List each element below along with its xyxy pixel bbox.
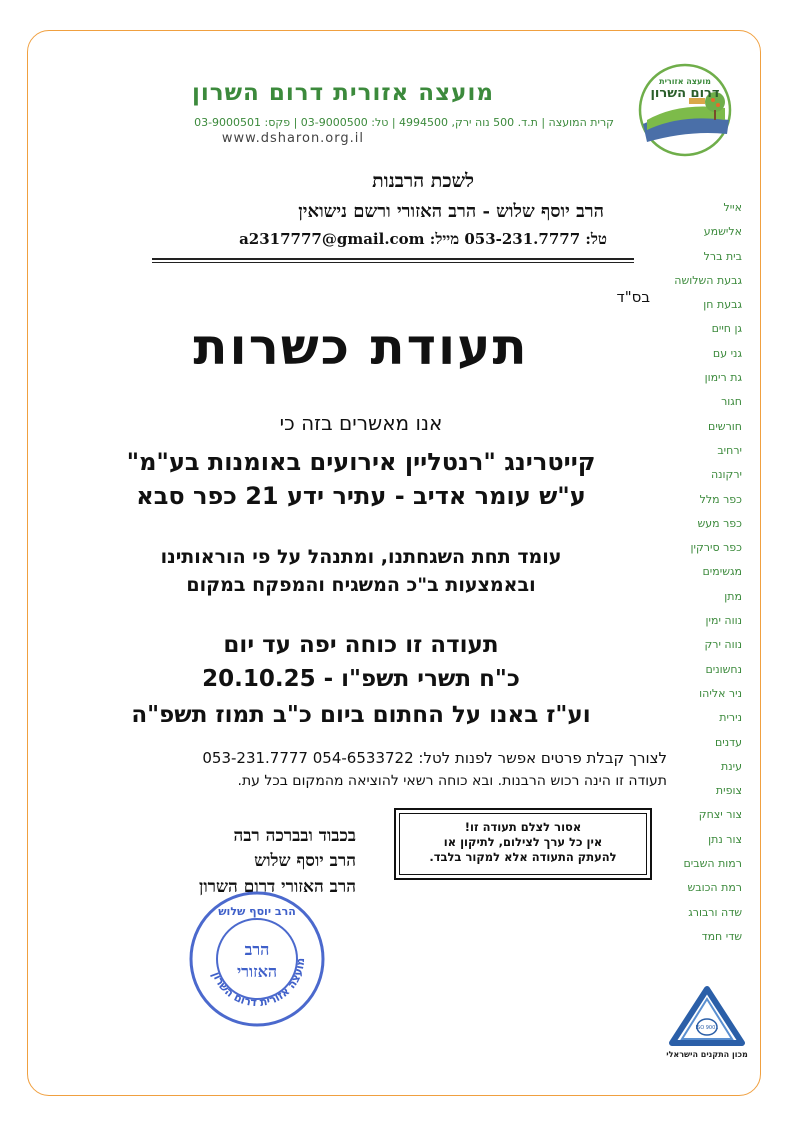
settlement-item: נירית bbox=[719, 711, 742, 725]
svg-text:מכון התקנים הישראלי: מכון התקנים הישראלי bbox=[666, 1050, 748, 1059]
certificate-title: תעודת כשרות bbox=[193, 318, 529, 376]
settlement-item: גני עם bbox=[712, 346, 742, 360]
settlement-item: בית ברל bbox=[703, 249, 742, 263]
settlements-list bbox=[646, 196, 742, 949]
svg-text:מועצה אזורית דרום השרון: מועצה אזורית דרום השרון bbox=[209, 957, 308, 1010]
council-contact-line: קרית המועצה | ת.ד. 500 נוה ירק, 4994500 | טל: 03-9000500 | פקס: 03-9000501 bbox=[194, 116, 614, 129]
settlement-item: רמות השבים bbox=[683, 857, 742, 871]
details-phone-line: לצורך קבלת פרטים אפשר לפנות לטל: 054-6533722 053-231.7777 bbox=[202, 749, 667, 767]
bsd-mark: בס"ד bbox=[616, 288, 650, 306]
no-copy-warning-box bbox=[394, 808, 652, 880]
signature-greeting: בכבוד ובברכה רבה bbox=[233, 826, 356, 846]
settlement-item: ירחיב bbox=[717, 443, 742, 457]
settlement-item: נחשונים bbox=[705, 662, 742, 676]
settlement-item: שדי חמד bbox=[701, 929, 742, 943]
settlement-item: כפר סירקין bbox=[690, 541, 742, 555]
settlement-item: גת רימון bbox=[704, 371, 742, 385]
header-rule bbox=[152, 258, 634, 260]
rabbi-stamp-seal bbox=[188, 889, 326, 1029]
svg-text:האזורי: האזורי bbox=[236, 962, 278, 981]
settlement-item: כפר מעש bbox=[697, 516, 742, 530]
svg-text:ISO 9001: ISO 9001 bbox=[695, 1025, 719, 1031]
settlement-item: גבעת חן bbox=[703, 298, 742, 312]
settlement-item: שדה ורבורג bbox=[688, 905, 742, 919]
settlement-item: עדנים bbox=[714, 735, 742, 749]
settlement-item: צופית bbox=[715, 784, 742, 798]
logo-text-main: דרום השרון bbox=[650, 86, 720, 101]
validity-line-2: כ"ח תשרי תשפ"ו - 20.10.25 bbox=[202, 666, 520, 692]
settlement-item: חגור bbox=[721, 395, 742, 409]
catering-name: קייטרינג "רנטליין אירועים באומנות בע"מ" bbox=[126, 448, 596, 476]
rabbi-contact-line: טל: 053-231.7777 מייל: a2317777@gmail.com bbox=[239, 230, 607, 248]
validity-line-3: וע"ז באנו על החתום ביום כ"ב תמוז תשפ"ה bbox=[131, 702, 591, 728]
settlement-item: צור נתן bbox=[708, 832, 742, 846]
svg-text:הרב יוסף שלוש: הרב יוסף שלוש bbox=[218, 905, 296, 918]
header-rule-thin bbox=[152, 262, 634, 263]
settlement-item: מתן bbox=[724, 589, 742, 603]
israel-standards-institute-logo bbox=[662, 985, 752, 1063]
property-notice: תעודה זו הינה רכוש הרבנות. ובא כוחה רשאי להוציאה מהמקום בכל עת. bbox=[237, 773, 667, 789]
supervision-line-2: ובאמצעות ב"כ המשגיח והמפקח במקום bbox=[186, 574, 536, 596]
settlement-item: עינת bbox=[721, 759, 742, 773]
council-logo bbox=[629, 62, 742, 159]
settlement-item: גן חיים bbox=[711, 322, 742, 336]
council-name: מועצה אזורית דרום השרון bbox=[191, 80, 494, 106]
svg-text:הרב: הרב bbox=[244, 940, 270, 959]
settlement-item: גבעת השלושה bbox=[674, 273, 742, 287]
settlement-item: כפר מלל bbox=[699, 492, 742, 506]
warning-line-3: להעתק התעודה אלא למקור בלבד. bbox=[429, 850, 617, 864]
settlement-item: צור יצחק bbox=[698, 808, 742, 822]
rabbinate-office-title: לשכת הרבנות bbox=[372, 170, 474, 192]
signature-title: הרב האזורי דרום השרון bbox=[198, 877, 356, 897]
settlement-item: חורשים bbox=[708, 419, 742, 433]
settlement-item: אלישמע bbox=[703, 225, 742, 239]
council-website: www.dsharon.org.il bbox=[221, 131, 364, 146]
settlement-item: נווה ירק bbox=[704, 638, 742, 652]
settlement-item: מגשימים bbox=[702, 565, 742, 579]
settlement-item: רמת הכובש bbox=[687, 881, 742, 895]
validity-line-1: תעודה זו כוחה יפה עד יום bbox=[223, 632, 499, 658]
warning-line-1: אסור לצלם תעודה זו! bbox=[464, 820, 582, 834]
settlement-item: נווה ימין bbox=[705, 614, 742, 628]
settlement-item: ירקונה bbox=[710, 468, 742, 482]
settlement-item: אייל bbox=[723, 201, 742, 214]
settlement-item: ניר אליהו bbox=[699, 686, 742, 700]
owner-address: ע"ש עומר אדיב - עתיר ידע 21 כפר סבא bbox=[136, 482, 586, 510]
rabbi-name-line: הרב יוסף שלוש - הרב האזורי ורשם נישואין bbox=[298, 201, 604, 222]
logo-text-top: מועצה אזורית bbox=[659, 77, 711, 86]
supervision-line-1: עומד תחת השגחתנו, ומתנהל על פי הוראותינו bbox=[160, 546, 562, 568]
confirm-text: אנו מאשרים בזה כי bbox=[279, 411, 443, 435]
signature-name: הרב יוסף שלוש bbox=[254, 851, 356, 871]
warning-line-2: אין כל ערך לצילום, לתיקון או bbox=[443, 835, 603, 849]
